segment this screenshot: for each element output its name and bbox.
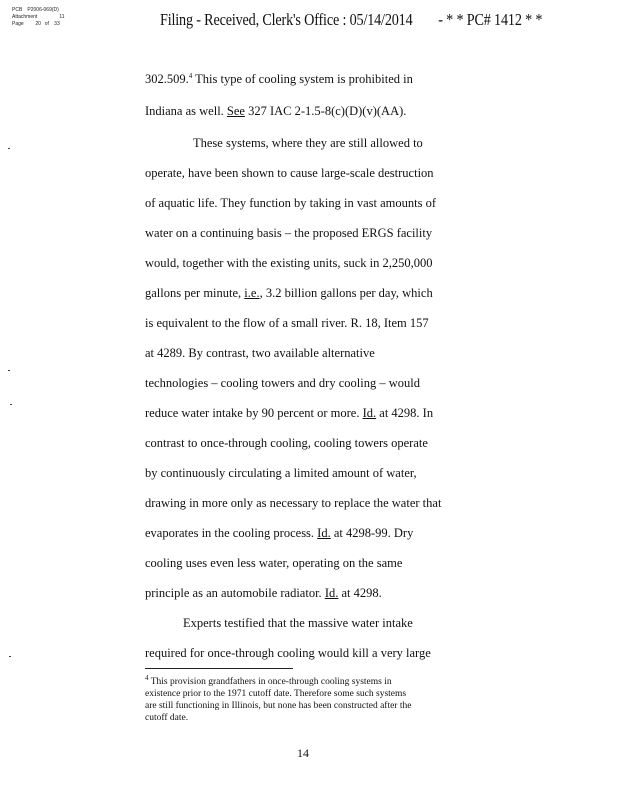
footnote-line: $^4$ This provision grandfathers in once-through cooling systems in (145, 673, 392, 687)
stamp-attachment-label: Attachment (12, 14, 38, 20)
body-line: drawing in more only as necessary to replace the water that (145, 496, 442, 510)
citation-signal: i.e. (244, 286, 260, 300)
footnote-divider (145, 668, 293, 669)
body-line: technologies – cooling towers and dry cooling – would (145, 376, 420, 390)
body-line: would, together with the existing units, suck in 2,250,000 (145, 256, 433, 270)
footnote-line: are still functioning in Illinois, but none has been constructed after the (145, 701, 412, 711)
filing-header-text: Filing - Received, Clerk's Office : 05/14/2014 (160, 10, 413, 29)
body-line: at 4289. By contrast, two available alternative (145, 346, 375, 360)
body-line: contrast to once-through cooling, cooling towers operate (145, 436, 428, 450)
body-line: required for once-through cooling would kill a very large (145, 646, 431, 660)
footnote-line: cutoff date. (145, 713, 189, 723)
stamp-page-label: Page (12, 21, 24, 27)
stamp-page-value: 20 (35, 21, 41, 27)
body-line: operate, have been shown to cause large-scale destruction (145, 166, 434, 180)
filing-header-pc-number: - * * PC# 1412 * * (438, 10, 543, 29)
citation-signal: See (226, 104, 245, 118)
footnote-marker: 4 (145, 673, 149, 682)
filing-stamp (12, 7, 65, 28)
scan-speck (8, 370, 10, 371)
stamp-page-total: 33 (54, 21, 60, 27)
body-line: cooling uses even less water, operating on the same (145, 556, 403, 570)
body-line: gallons per minute, i.e., 3.2 billion gallons per day, which (145, 286, 433, 300)
stamp-attachment-value: 11 (59, 14, 65, 20)
body-line: by continuously circulating a limited amount of water, (145, 466, 417, 480)
body-line: These systems, where they are still allowed to (193, 136, 423, 150)
citation-signal: Id. (362, 406, 377, 420)
scan-speck (10, 404, 12, 405)
body-line: water on a continuing basis – the proposed ERGS facility (145, 226, 433, 240)
footnote-line: existence prior to the 1971 cutoff date. Therefore some such systems (145, 689, 407, 699)
body-line: is equivalent to the flow of a small river. R. 18, Item 157 (145, 316, 429, 330)
body-line: principle as an automobile radiator. Id. at 4298. (145, 586, 382, 600)
body-line: Indiana as well. See 327 IAC 2-1.5-8(c)(D)(v)(AA). (145, 104, 407, 118)
body-line: Experts testified that the massive water intake (183, 616, 413, 630)
stamp-page-of: of (44, 21, 49, 27)
stamp-pcb-label: PCB (12, 7, 23, 13)
footnote-ref: 4 (188, 71, 193, 80)
stamp-pcb-value: P2006-069(D) (27, 7, 59, 13)
citation-signal: Id. (317, 526, 331, 540)
body-line: reduce water intake by 90 percent or more. Id. at 4298. In (145, 406, 434, 420)
body-line: 302.509.$^4$ This type of cooling system is prohibited in (145, 71, 413, 86)
filing-header (160, 10, 542, 30)
body-line: of aquatic life. They function by taking in vast amounts of (145, 196, 437, 210)
scan-speck (8, 148, 10, 149)
scan-speck (9, 656, 11, 657)
page-number: 14 (297, 746, 309, 760)
citation-signal: Id. (324, 586, 339, 600)
body-line: evaporates in the cooling process. Id. at 4298-99. Dry (145, 526, 414, 540)
footnote (145, 673, 465, 724)
